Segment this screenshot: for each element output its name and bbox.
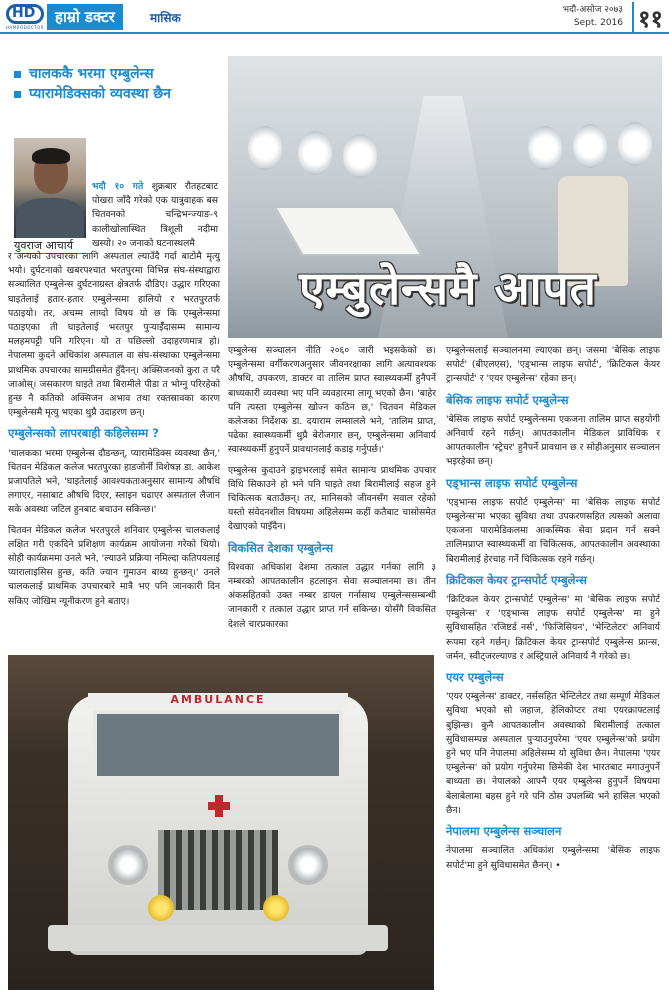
logo-text: HD	[12, 5, 36, 21]
magazine-title: हाम्रो डक्टर	[47, 4, 123, 30]
paragraph: एम्बुलेन्सलाई सञ्चालनमा ल्याएका छन्। जसमा 'बेसिक लाइफ सपोर्ट' (बीएलएस), 'एड्भान्स लाइफ सपोर्ट', 'क्रिटिकल केयर ट्रान्सपोर्ट' र 'एयर एम्बुलेन्स' रहेका छन्।	[446, 345, 660, 385]
page-number: ११	[632, 2, 663, 32]
paragraph: नेपालमा सञ्चालित अधिकांश एम्बुलेन्समा 'बेसिक लाइफ सपोर्ट'मा हुने सुविधासमेत छैनन्। •	[446, 845, 660, 871]
sub-headline: चालककै भरमा एम्बुलेन्स	[14, 64, 224, 84]
logo-sub: HAMRODOCTOR	[6, 25, 45, 30]
section-heading-als: एड्भान्स लाइफ सपोर्ट एम्बुलेन्स	[446, 475, 578, 490]
section-heading-bls: बेसिक लाइफ सपोर्ट एम्बुलेन्स	[446, 392, 569, 407]
article-column-3	[446, 344, 660, 879]
paragraph: 'चालकका भरमा एम्बुलेन्स दौडन्छन्, प्यारामेडिक्स व्यवस्था छैन,' चितवन मेडिकल कलेज भरतपुरका हाडजोर्नी विशेषज्ञ डा. आकेश प्रजापतिले भने, 'घाइतेलाई आवश्यकताअनुसार सामान्य औषधि लगाएर, नसाबाट औषधि दिएर, स्लाइन चढाएर अस्पताल लैजान सके अवस्था जटिल हुनबाट बचाउन सकिन्छ।'	[8, 447, 220, 516]
square-bullet-icon	[14, 71, 21, 78]
author-name: युवराज आचार्य	[14, 238, 86, 254]
paragraph: एम्बुलेन्स कुदाउने ड्राइभरलाई समेत सामान्य प्राथमिक उपचार विधि सिकाउने हो भने पनि घाइते तथा बिरामीलाई सहज हुने चिकित्सक बताउँछन्। तर, मानिसको जीवनसँग सवाल रहेको यस्तो संवेदनशील विषयमा अहिलेसम्म कहीं कतैबाट चासोसमेत देखाएको पाइँदैन।	[228, 464, 436, 533]
ambulance-jeep-photo	[8, 655, 434, 990]
article-intro	[92, 180, 218, 257]
lead-date: भदौ १० गते	[92, 181, 144, 192]
paragraph: एम्बुलेन्स सञ्चालन नीति २०६० जारी भइसकेको छ। एम्बुलेन्समा वर्गीकरणअनुसार जीवनरक्षाका लागि अत्यावश्यक औषधि, उपकरण, डाक्टर वा तालिम प्राप्त स्वास्थ्यकर्मी हुनैपर्ने बाध्यकारी व्यवस्था भए पनि व्यवहारमा लागू भएको छैन। 'बाहेर पनि त्यस्ता एम्बुलेन्स खोज्न कठिन छ,' चितवन मेडिकल कलेजका निर्देशक डा. दयाराम लम्सालले भने, 'तालिम प्राप्त, पढेका स्वास्थ्यकर्मी थुप्रै बेरोजगार छन्, एम्बुलेन्समा अनिवार्य स्वास्थ्यकर्मी हुनुपर्ने प्रावधानलाई कडाइ गर्नुपर्छ।'	[228, 345, 436, 456]
magazine-type: मासिक	[150, 11, 181, 25]
hero-image-ambulance-interior	[228, 56, 662, 338]
sub-headlines	[14, 64, 224, 104]
paragraph: 'बेसिक लाइफ सपोर्ट एम्बुलेन्समा एकजना तालिम प्राप्त सहयोगी अनिवार्य रहने गर्छन्। आपतकालीन मेडिकल प्राविधिक र आपतकालीन 'स्ट्रेचर' हुनैपर्ने प्रावधान छ र सोहीअनुसार सञ्चालन भइरहेका छन्।	[446, 413, 660, 468]
article-column-2	[228, 344, 436, 638]
issue-date-np: भदौ-असोज २०७३	[562, 5, 623, 15]
section-heading-nepal: नेपालमा एम्बुलेन्स सञ्चालन	[446, 824, 562, 839]
paragraph: चितवन मेडिकल कलेज भरतपुरले शनिवार एम्बुलेन्स चालकलाई लक्षित गरी एकदिने प्रशिक्षण कार्यक्रम आयोजना गरेको थियो। सोही कार्यक्रममा उनले भने, 'ल्याउने प्रक्रिया नमिल्दा कतिपयलाई प्यारालाइसिस हुन्छ, कति ज्यान गुमाउन बाध्य हुन्छन्।' उनले चालकलाई प्राथमिक उपचारबारे मात्रै भए पनि जानकारी दिन सकिए जोखिम न्यूनीकरण हुने बताए।	[8, 524, 220, 607]
ambulance-band-text: AMBULANCE	[88, 693, 348, 709]
red-cross-icon	[208, 795, 230, 817]
article-column-1	[8, 250, 220, 615]
section-heading-developed: विकसित देशका एम्बुलेन्स	[228, 540, 334, 555]
issue-date	[563, 4, 623, 30]
paragraph: र अन्यको उपचारका लागि अस्पताल ल्याउँदै गर्दा बाटोमै मृत्यु भयो। दुर्घटनाको खबरपश्चात भरतपुरमा विभिन्न संघ-संस्थाद्वारा सञ्चालित एम्बुलेन्स दुर्घटनाग्रस्त क्षेत्रतर्फ दौडिए। उद्धार गरिएका घाइतेलाई हतार-हतार एम्बुलेन्समा हालियो र भरतपुरतर्फ पठाइयो। तर, अचम्म लाग्दो विषय यो छ कि एम्बुलेन्समा पठाइएका ती घाइतेलाई भरतपुर पुऱ्याईँदासम्म सामान्य मलहमपट्टी पनि गरिएन। यो त पछिल्लो उदाहरणमात्र हो। नेपालमा कुदने अधिकांश अस्पताल वा संघ-संस्थाका एम्बुलेन्समा प्राथमिक उपचारका सामग्रीसमेत हुँदैनन्। अक्सिजनको कुरा त परै जाओस्। जसकारण घाइते तथा बिरामीले पीडा त भोग्नु परिरहेको हुन्छ नै कतिको अक्सिजन अभाव तथा रक्तस्रावका कारण एम्बुलेन्समै मृत्यु भएका थुप्रै उदाहरण छन्।	[8, 251, 220, 419]
section-heading-cct: क्रिटिकल केयर ट्रान्सपोर्ट एम्बुलेन्स	[446, 572, 587, 587]
section-heading-careless: एम्बुलेन्सको लापरबाही कहिलेसम्म ?	[8, 426, 159, 441]
sub-headline: प्यारामेडिक्सको व्यवस्था छैन	[14, 84, 224, 104]
hero-title: एम्बुलेन्समै आपत	[299, 261, 597, 315]
paragraph: विश्वका अधिकांश देशमा तत्काल उद्धार गर्नका लागि ३ नम्बरको आपतकालीन हटलाइन सेवा सञ्चालनमा छ। तीन अंकसहितको उक्त नम्बर डायल गर्नासाथ एम्बुलेन्ससम्बन्धी जानकारी र तत्काल उद्धार प्राप्त गर्न सकिन्छ। योसँगै विकसित देशले चारप्रकारका	[228, 561, 436, 630]
intro-text: शुक्रबार रौतहटबाट पोखरा जाँदै गरेको एक यात्रुवाहक बस चितवनको चन्द्रिभन्ज्याङ-९ कालीखोलास्थित त्रिशूली नदीमा खस्यो। २० जनाको घटनास्थलमै	[92, 181, 218, 249]
paragraph: 'एयर एम्बुलेन्स' डाक्टर, नर्ससहित भेन्टिलेटर तथा सम्पूर्ण मेडिकल सुविधा भएको सो जहाज, हेलिकोप्टर तथा एयरक्राफ्टलाई बुझिन्छ। कुनै आपतकालीन अवस्थाको बिरामीलाई तत्काल सुविधासम्पन्न अस्पताल पुऱ्याउनुपरेमा 'एयर एम्बुलेन्स'को प्रयोग हुने भए पनि नेपालमा अहिलेसम्म यो सुविधा छैन। नेपालमा 'एयर एम्बुलेन्स' को प्रयोग गर्नुपरेमा छिमेकी देश भारतबाट मगाउनुपर्ने बाध्यता छ। नेपालको आफ्नै एयर एम्बुलेन्स हुनुपर्ने विषयमा बेलाबेलामा बहस हुने गरे पनि ठोस उपलब्धि भने हासिल भएको छैन।	[446, 691, 660, 816]
paragraph: 'एड्भान्स लाइफ सपोर्ट एम्बुलेन्स' मा 'बेसिक लाइफ सपोर्ट एम्बुलेन्स'मा भएका सुविधा तथा उपकरणसहित त्यसको अलावा एकजना पारामेडिकलमा आकस्मिक सेवा प्रदान गर्न सक्ने तालिमप्राप्त स्वास्थ्यकर्मी वा चिकित्सक, आपतकालीन अवस्थाका बिरामीलाई हेरचाह गर्ने चिकित्सक रहने गर्छन्।	[446, 496, 660, 565]
paragraph: 'क्रिटिकल केयर ट्रान्सपोर्ट एम्बुलेन्स' मा 'बेसिक लाइफ सपोर्ट एम्बुलेन्स' र 'एड्भान्स लाइफ सपोर्ट एम्बुलेन्स' मा हुने सुविधासहित 'रजिष्टर्ड नर्स', 'फिजिसियन', 'भेन्टिलेटर' अनिवार्य रूपमा रहने गर्छन्। क्रिटिकल केयर ट्रान्सपोर्ट एम्बुलेन्स फ्रान्स, जर्मन, स्वीट्जरल्याण्ड र अस्ट्रियाले अनिवार्य नै गरेको छ।	[446, 594, 660, 662]
author-photo	[14, 138, 86, 238]
issue-date-en: Sept. 2016	[573, 18, 623, 28]
masthead	[0, 0, 669, 34]
square-bullet-icon	[14, 91, 21, 98]
section-heading-air: एयर एम्बुलेन्स	[446, 670, 504, 685]
magazine-logo	[6, 4, 44, 30]
